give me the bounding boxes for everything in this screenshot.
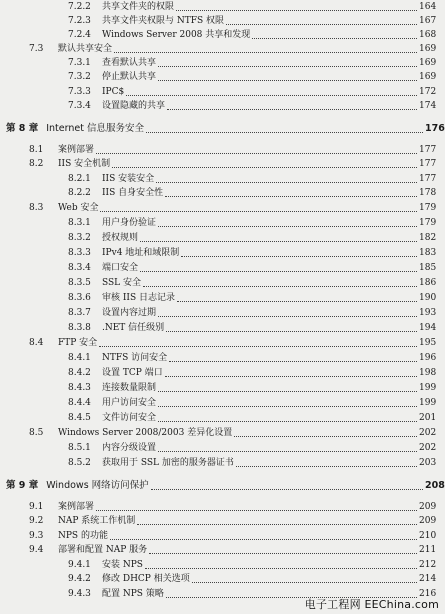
watermark: 电子工程网 EEChina.com: [304, 598, 439, 611]
toc-entry-page: 202: [419, 428, 437, 438]
toc-entry-page: 201: [419, 413, 437, 423]
toc-entry-number: 8.5.1: [68, 443, 91, 453]
toc-entry-page: 172: [419, 87, 437, 97]
toc-entry-title: IIS 自身安全性: [102, 188, 164, 198]
toc-entry-number: 8.3.2: [68, 233, 91, 243]
toc-entry-title: 设置隐藏的共享: [102, 101, 166, 111]
toc-entry-page: 182: [419, 233, 437, 243]
toc-entry-title: Windows 网络访问保护: [46, 480, 149, 491]
toc-entry-row: [0, 143, 445, 157]
toc-entry-title: 授权规则: [102, 233, 139, 243]
toc-entry-number: 7.3: [29, 44, 44, 54]
toc-entry-title: 获取用于 SSL 加密的服务器证书: [102, 458, 234, 468]
toc-entry-title: Internet 信息服务安全: [46, 123, 144, 134]
toc-entry-number: 8.3.1: [68, 218, 91, 228]
toc-entry-title: Web 安全: [58, 203, 99, 213]
toc-entry-page: 190: [419, 293, 437, 303]
toc-entry-page: 214: [419, 574, 437, 584]
toc-entry-page: 195: [419, 338, 437, 348]
toc-entry-row: [0, 336, 445, 350]
toc-entry-row: [0, 321, 445, 335]
toc-entry-number: 8.4.2: [68, 368, 91, 378]
toc-entry-number: 8.4.3: [68, 383, 91, 393]
toc-entry-title: NAP 系统工作机制: [58, 516, 136, 526]
toc-entry-page: 193: [419, 308, 437, 318]
toc-entry-row: [0, 276, 445, 290]
toc-entry-page: 177: [419, 145, 437, 155]
toc-entry-number: 8.3: [29, 203, 44, 213]
toc-entry-title: 配置 NPS 策略: [102, 589, 164, 599]
toc-entry-number: 8.4.4: [68, 398, 91, 408]
toc-entry-number: 8.2.1: [68, 174, 91, 184]
dot-leader: [151, 489, 423, 490]
toc-entry-row: [0, 381, 445, 395]
toc-entry-title: SSL 安全: [102, 278, 142, 288]
dot-leader: [158, 80, 417, 81]
toc-chapter-row: [0, 479, 445, 493]
toc-entry-number: 8.2: [29, 159, 44, 169]
toc-entry-row: [0, 261, 445, 275]
toc-entry-page: 179: [419, 203, 437, 213]
toc-entry-row: [0, 216, 445, 230]
toc-entry-page: 196: [419, 353, 437, 363]
dot-leader: [158, 406, 417, 407]
toc-entry-title: 连接数量限制: [102, 383, 157, 393]
toc-entry-row: [0, 543, 445, 557]
toc-entry-number: 7.3.3: [68, 87, 91, 97]
toc-entry-page: 203: [419, 458, 437, 468]
toc-entry-row: [0, 42, 445, 56]
toc-entry-number: 8.4.1: [68, 353, 91, 363]
toc-entry-page: 183: [419, 248, 437, 258]
toc-entry-row: [0, 572, 445, 586]
toc-entry-number: 9.4.1: [68, 560, 91, 570]
toc-entry-number: 第 9 章: [6, 480, 39, 491]
toc-entry-number: 8.4.5: [68, 413, 91, 423]
toc-entry-row: [0, 291, 445, 305]
dot-leader: [158, 316, 417, 317]
toc-entry-page: 199: [419, 398, 437, 408]
dot-leader: [169, 361, 417, 362]
toc-entry-page: 211: [419, 545, 437, 555]
toc-entry-row: [0, 85, 445, 99]
dot-leader: [137, 524, 417, 525]
toc-entry-number: 8.3.6: [68, 293, 91, 303]
dot-leader: [149, 553, 417, 554]
toc-entry-number: 7.2.3: [68, 16, 91, 26]
toc-entry-page: 198: [419, 368, 437, 378]
dot-leader: [96, 510, 417, 511]
dot-leader: [110, 539, 417, 540]
toc-entry-number: 8.3.5: [68, 278, 91, 288]
toc-chapter-row: [0, 122, 445, 136]
toc-entry-row: [0, 186, 445, 200]
toc-entry-row: [0, 70, 445, 84]
toc-entry-row: [0, 172, 445, 186]
toc-entry-page: 177: [419, 174, 437, 184]
toc-entry-page: 179: [419, 218, 437, 228]
toc-entry-title: 共享文件夹的权限: [102, 2, 175, 12]
dot-leader: [140, 241, 417, 242]
toc-entry-row: [0, 351, 445, 365]
toc-entry-page: 169: [419, 72, 437, 82]
toc-entry-row: [0, 529, 445, 543]
toc-entry-title: Windows Server 2008/2003 差异化设置: [58, 428, 233, 438]
dot-leader: [166, 331, 417, 332]
dot-leader: [165, 196, 417, 197]
toc-entry-row: [0, 28, 445, 42]
toc-entry-title: IPC$: [102, 87, 125, 97]
toc-entry-title: 案例部署: [58, 502, 95, 512]
toc-entry-page: 185: [419, 263, 437, 273]
toc-entry-page: 169: [419, 44, 437, 54]
toc-entry-row: [0, 0, 445, 14]
toc-entry-row: [0, 456, 445, 470]
toc-entry-title: 端口安全: [102, 263, 139, 273]
dot-leader: [165, 376, 417, 377]
dot-leader: [100, 211, 417, 212]
toc-entry-page: 202: [419, 443, 437, 453]
toc-entry-page: 210: [419, 531, 437, 541]
toc-entry-page: 209: [419, 516, 437, 526]
toc-entry-page: 199: [419, 383, 437, 393]
toc-entry-number: 8.5.2: [68, 458, 91, 468]
toc-entry-page: 177: [419, 159, 437, 169]
toc-entry-row: [0, 306, 445, 320]
toc-entry-row: [0, 201, 445, 215]
toc-entry-row: [0, 500, 445, 514]
dot-leader: [99, 346, 417, 347]
toc-entry-title: 设置 TCP 端口: [102, 368, 163, 378]
toc-entry-number: 9.4.2: [68, 574, 91, 584]
toc-entry-page: 176: [425, 123, 445, 134]
toc-entry-number: 7.3.1: [68, 58, 91, 68]
toc-entry-row: [0, 231, 445, 245]
toc-entry-title: 查看默认共享: [102, 58, 157, 68]
toc-entry-page: 174: [419, 101, 437, 111]
toc-entry-row: [0, 56, 445, 70]
toc-entry-row: [0, 396, 445, 410]
toc-entry-number: 9.4: [29, 545, 44, 555]
dot-leader: [252, 38, 417, 39]
toc-entry-row: [0, 366, 445, 380]
toc-entry-row: [0, 426, 445, 440]
dot-leader: [156, 182, 417, 183]
toc-entry-title: NPS 的功能: [58, 531, 108, 541]
toc-entry-title: IIS 安装安全: [102, 174, 155, 184]
toc-entry-title: 安装 NPS: [102, 560, 143, 570]
toc-entry-title: IIS 安全机制: [58, 159, 111, 169]
toc-entry-title: Windows Server 2008 共享和发现: [102, 30, 251, 40]
toc-entry-title: 默认共享安全: [58, 44, 113, 54]
toc-entry-page: 164: [419, 2, 437, 12]
dot-leader: [236, 466, 417, 467]
toc-entry-number: 第 8 章: [6, 123, 39, 134]
dot-leader: [158, 391, 417, 392]
toc-entry-page: 212: [419, 560, 437, 570]
toc-entry-number: 7.2.4: [68, 30, 91, 40]
dot-leader: [114, 52, 417, 53]
toc-entry-page: 216: [419, 589, 437, 599]
toc-entry-row: [0, 411, 445, 425]
dot-leader: [146, 132, 423, 133]
toc-entry-number: 8.1: [29, 145, 44, 155]
toc-entry-page: 178: [419, 188, 437, 198]
toc-entry-title: FTP 安全: [58, 338, 98, 348]
dot-leader: [192, 582, 417, 583]
toc-entry-title: 设置内容过期: [102, 308, 157, 318]
dot-leader: [158, 66, 417, 67]
dot-leader: [158, 451, 417, 452]
toc-entry-number: 9.4.3: [68, 589, 91, 599]
toc-entry-row: [0, 99, 445, 113]
toc-entry-page: 169: [419, 58, 437, 68]
toc-entry-page: 168: [419, 30, 437, 40]
toc-entry-title: 停止默认共享: [102, 72, 157, 82]
dot-leader: [181, 256, 417, 257]
dot-leader: [226, 24, 417, 25]
dot-leader: [143, 286, 417, 287]
dot-leader: [167, 109, 417, 110]
toc-entry-title: 文件访问安全: [102, 413, 157, 423]
dot-leader: [176, 10, 417, 11]
toc-entry-title: NTFS 访问安全: [102, 353, 168, 363]
dot-leader: [96, 153, 417, 154]
toc-entry-title: 部署和配置 NAP 服务: [58, 545, 148, 555]
dot-leader: [145, 568, 417, 569]
toc-entry-title: .NET 信任级别: [102, 323, 165, 333]
toc-entry-number: 8.3.3: [68, 248, 91, 258]
toc-entry-number: 8.5: [29, 428, 44, 438]
dot-leader: [126, 95, 417, 96]
toc-entry-row: [0, 14, 445, 28]
dot-leader: [158, 226, 417, 227]
toc-entry-page: 209: [419, 502, 437, 512]
toc-entry-row: [0, 157, 445, 171]
toc-entry-title: 用户身份验证: [102, 218, 157, 228]
toc-entry-page: 208: [425, 480, 445, 491]
toc-entry-number: 8.3.4: [68, 263, 91, 273]
dot-leader: [158, 421, 417, 422]
dot-leader: [177, 301, 417, 302]
toc-entry-row: [0, 441, 445, 455]
toc-entry-number: 9.1: [29, 502, 44, 512]
toc-entry-number: 8.3.7: [68, 308, 91, 318]
toc-entry-number: 8.3.8: [68, 323, 91, 333]
toc-entry-row: [0, 514, 445, 528]
toc-entry-title: 修改 DHCP 相关选项: [102, 574, 190, 584]
toc-entry-row: [0, 558, 445, 572]
dot-leader: [234, 436, 417, 437]
toc-entry-row: [0, 246, 445, 260]
toc-entry-number: 7.3.2: [68, 72, 91, 82]
toc-entry-page: 186: [419, 278, 437, 288]
toc-entry-number: 9.3: [29, 531, 44, 541]
toc-entry-page: 167: [419, 16, 437, 26]
toc-entry-title: IPv4 地址和域限制: [102, 248, 180, 258]
toc-entry-number: 7.2.2: [68, 2, 91, 12]
toc-entry-number: 8.4: [29, 338, 44, 348]
toc-entry-title: 内容分级设置: [102, 443, 157, 453]
toc-entry-title: 案例部署: [58, 145, 95, 155]
dot-leader: [112, 167, 417, 168]
toc-entry-page: 194: [419, 323, 437, 333]
toc-entry-title: 共享文件夹权限与 NTFS 权限: [102, 16, 225, 26]
toc-entry-title: 审核 IIS 日志记录: [102, 293, 175, 303]
dot-leader: [140, 271, 417, 272]
toc-entry-number: 9.2: [29, 516, 44, 526]
toc-entry-title: 用户访问安全: [102, 398, 157, 408]
toc-entry-number: 8.2.2: [68, 188, 91, 198]
toc-entry-number: 7.3.4: [68, 101, 91, 111]
